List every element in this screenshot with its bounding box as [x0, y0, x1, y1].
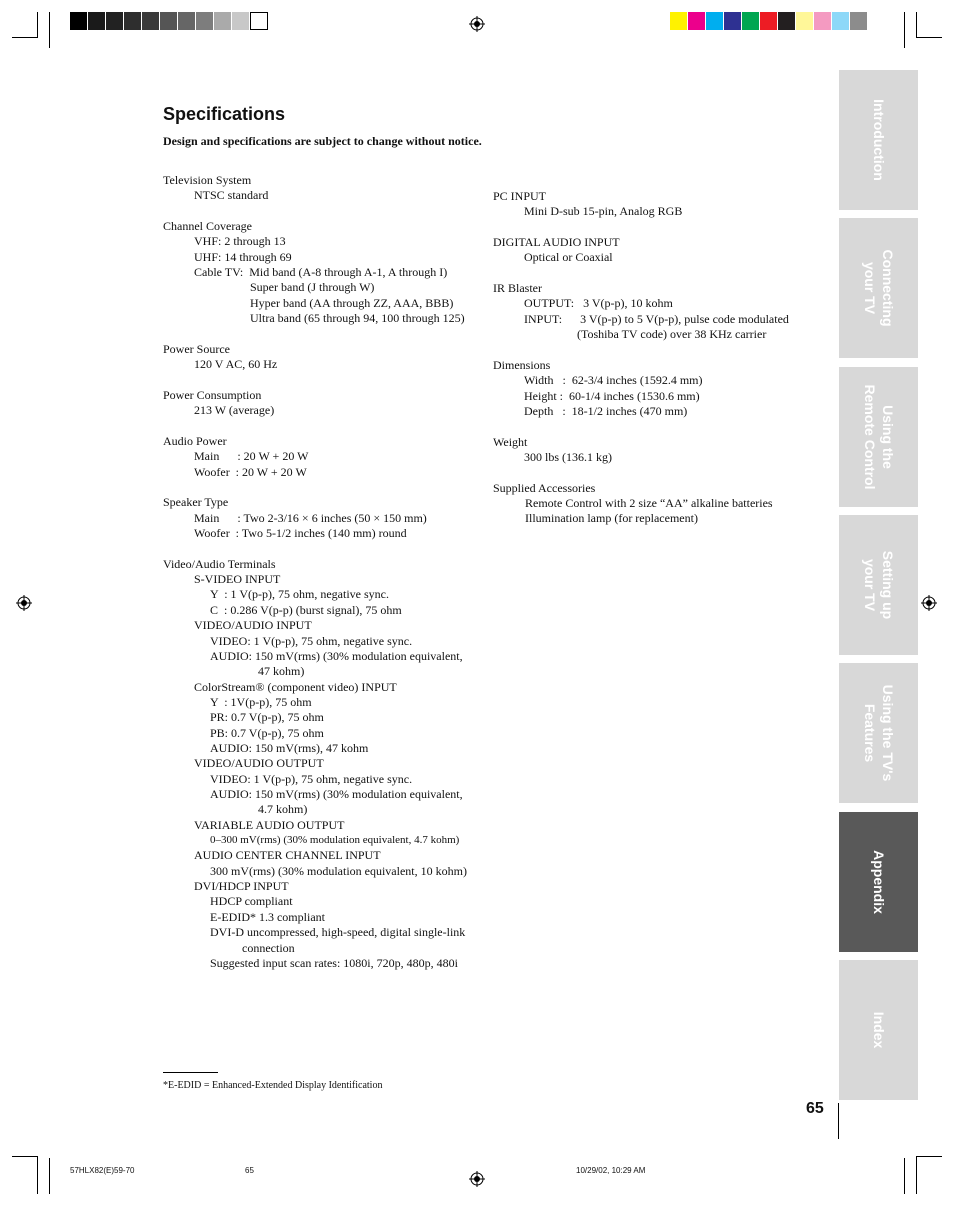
- spec-heading: PC INPUT: [493, 189, 547, 203]
- spec-value: VHF: 2 through 13: [194, 234, 286, 249]
- spec-value: Suggested input scan rates: 1080i, 720p, 480p, 480i: [210, 955, 458, 970]
- spec-value: 120 V AC, 60 Hz: [194, 357, 278, 372]
- tab-label: Using the TV's Features: [861, 684, 896, 782]
- spec-value: (Toshiba TV code) over 38 KHz carrier: [577, 327, 767, 342]
- crop-mark: [37, 12, 38, 38]
- spec-value: PB: 0.7 V(p-p), 75 ohm: [210, 725, 324, 740]
- color-swatch: [796, 12, 814, 30]
- crop-mark: [37, 1156, 38, 1194]
- tab-setting-up-your-tv[interactable]: [839, 515, 918, 655]
- spec-value: UHF: 14 through 69: [194, 249, 292, 264]
- spec-value: Main : 20 W + 20 W: [194, 449, 309, 464]
- spec-value: 47 kohm): [258, 664, 305, 679]
- page-number: 65: [806, 1100, 824, 1117]
- color-swatch: [814, 12, 832, 30]
- spec-value: Super band (J through W): [250, 280, 375, 295]
- color-swatch: [724, 12, 742, 30]
- page-title: Specifications: [163, 104, 286, 124]
- spec-heading: Channel Coverage: [163, 219, 252, 234]
- spec-value: AUDIO CENTER CHANNEL INPUT: [194, 848, 381, 863]
- spec-heading: Power Source: [163, 341, 230, 356]
- spec-value: PR: 0.7 V(p-p), 75 ohm: [210, 710, 324, 725]
- registration-mark-icon: [469, 16, 485, 32]
- spec-value: DVI-D uncompressed, high-speed, digital single-link: [210, 925, 466, 940]
- color-swatch: [196, 12, 214, 30]
- color-swatch: [124, 12, 142, 30]
- spec-value: VIDEO: 1 V(p-p), 75 ohm, negative sync.: [210, 633, 413, 648]
- spec-value: Remote Control with 2 size “AA” alkaline batteries: [525, 496, 773, 510]
- tab-label: Setting up your TV: [861, 550, 896, 620]
- color-swatch: [142, 12, 160, 30]
- spec-value: Optical or Coaxial: [524, 250, 613, 265]
- tab-label: Appendix: [870, 849, 887, 914]
- spec-value: 213 W (average): [194, 403, 275, 418]
- crop-mark: [904, 1158, 905, 1194]
- change-notice: Design and specifications are subject to change without notice.: [163, 134, 482, 148]
- slug-file: 57HLX82(E)59-70: [70, 1166, 135, 1175]
- spec-value: Woofer : Two 5-1/2 inches (140 mm) round: [194, 526, 407, 541]
- tab-introduction[interactable]: [839, 70, 918, 210]
- tab-index[interactable]: [839, 960, 918, 1100]
- color-swatch: [160, 12, 178, 30]
- slug-date: 10/29/02, 10:29 AM: [576, 1166, 646, 1175]
- spec-heading: Power Consumption: [163, 387, 262, 402]
- spec-value: Cable TV: Mid band (A-8 through A-1, A through I): [194, 265, 448, 280]
- crop-mark: [49, 1158, 50, 1194]
- grayscale-color-bar: [70, 12, 268, 30]
- color-swatch: [760, 12, 778, 30]
- color-swatch: [778, 12, 796, 30]
- color-swatch: [742, 12, 760, 30]
- spec-value: Mini D-sub 15-pin, Analog RGB: [524, 204, 683, 219]
- footnote-rule: [163, 1072, 218, 1073]
- color-swatch: [232, 12, 250, 30]
- spec-value: AUDIO: 150 mV(rms), 47 kohm: [210, 740, 369, 755]
- spec-value: AUDIO: 150 mV(rms) (30% modulation equivalent,: [210, 787, 463, 801]
- spec-heading: Weight: [493, 434, 528, 449]
- spec-heading: Dimensions: [493, 357, 551, 372]
- spec-value: OUTPUT: 3 V(p-p), 10 kohm: [524, 296, 673, 311]
- tab-label: Connecting your TV: [861, 249, 896, 327]
- spec-value: connection: [242, 940, 295, 955]
- slug-page: 65: [245, 1166, 254, 1175]
- registration-mark-icon: [469, 1171, 485, 1187]
- spec-value: 4.7 kohm): [258, 802, 308, 817]
- spec-value: HDCP compliant: [210, 894, 293, 909]
- spec-value: Main : Two 2-3/16 × 6 inches (50 × 150 mm): [194, 510, 427, 525]
- spec-value: INPUT: 3 V(p-p) to 5 V(p-p), pulse code modulated: [524, 311, 789, 326]
- color-swatch: [214, 12, 232, 30]
- spec-value: VIDEO/AUDIO INPUT: [194, 618, 312, 633]
- color-swatch: [106, 12, 124, 30]
- spec-value: Illumination lamp (for replacement): [525, 511, 698, 526]
- spec-heading: Speaker Type: [163, 495, 229, 510]
- color-swatch: [850, 12, 868, 30]
- tab-using-the-remote-control[interactable]: [839, 367, 918, 507]
- spec-heading: Television System: [163, 173, 252, 187]
- spec-heading: Supplied Accessories: [493, 480, 596, 495]
- spec-heading: Video/Audio Terminals: [163, 556, 276, 571]
- process-color-bar: [670, 12, 868, 30]
- spec-value: 0–300 mV(rms) (30% modulation equivalent, 4.7 kohm): [210, 834, 460, 847]
- spec-value: VIDEO/AUDIO OUTPUT: [194, 756, 324, 771]
- color-swatch: [706, 12, 724, 30]
- spec-heading: IR Blaster: [493, 281, 542, 296]
- spec-value: VIDEO: 1 V(p-p), 75 ohm, negative sync.: [210, 771, 413, 786]
- spec-value: Woofer : 20 W + 20 W: [194, 464, 307, 479]
- crop-mark: [904, 12, 905, 48]
- spec-value: E-EDID* 1.3 compliant: [210, 909, 325, 924]
- spec-value: NTSC standard: [194, 188, 269, 203]
- spec-value: AUDIO: 150 mV(rms) (30% modulation equivalent,: [210, 648, 463, 663]
- spec-value: Y : 1 V(p-p), 75 ohm, negative sync.: [210, 587, 389, 602]
- color-swatch: [178, 12, 196, 30]
- spec-heading: DIGITAL AUDIO INPUT: [493, 235, 620, 250]
- spec-value: Depth : 18-1/2 inches (470 mm): [524, 403, 688, 418]
- crop-mark: [916, 12, 917, 38]
- spec-heading: Audio Power: [163, 433, 227, 448]
- spec-value: Width : 62-3/4 inches (1592.4 mm): [524, 373, 703, 388]
- color-swatch: [88, 12, 106, 30]
- spec-value: Height : 60-1/4 inches (1530.6 mm): [524, 388, 700, 403]
- crop-mark: [49, 12, 50, 48]
- spec-value: VARIABLE AUDIO OUTPUT: [194, 817, 345, 832]
- tab-connecting-your-tv[interactable]: [839, 218, 918, 358]
- spec-value: C : 0.286 V(p-p) (burst signal), 75 ohm: [210, 602, 402, 617]
- page-number-rule: [838, 1103, 839, 1139]
- color-swatch: [670, 12, 688, 30]
- tab-label: Introduction: [870, 99, 887, 181]
- crop-mark: [12, 1156, 38, 1157]
- spec-value: DVI/HDCP INPUT: [194, 879, 289, 894]
- crop-mark: [12, 37, 38, 38]
- color-swatch: [250, 12, 268, 30]
- spec-value: Ultra band (65 through 94, 100 through 125): [250, 311, 465, 326]
- tab-appendix[interactable]: [839, 812, 918, 952]
- crop-mark: [916, 37, 942, 38]
- spec-value: 300 lbs (136.1 kg): [524, 449, 612, 464]
- crop-mark: [916, 1156, 917, 1194]
- color-swatch: [832, 12, 850, 30]
- color-swatch: [70, 12, 88, 30]
- registration-mark-icon: [16, 595, 32, 611]
- spec-value: 300 mV(rms) (30% modulation equivalent, 10 kohm): [210, 863, 467, 878]
- crop-mark: [916, 1156, 942, 1157]
- spec-value: ColorStream® (component video) INPUT: [194, 679, 397, 694]
- tab-label: Using the Remote Control: [861, 384, 896, 490]
- spec-value: S-VIDEO INPUT: [194, 572, 281, 587]
- color-swatch: [688, 12, 706, 30]
- tab-using-the-tv-s-features[interactable]: [839, 663, 918, 803]
- footnote: *E-EDID = Enhanced-Extended Display Identification: [163, 1080, 383, 1091]
- spec-value: Y : 1V(p-p), 75 ohm: [210, 694, 312, 709]
- registration-mark-icon: [921, 595, 937, 611]
- tab-label: Index: [870, 1011, 887, 1049]
- spec-value: Hyper band (AA through ZZ, AAA, BBB): [250, 295, 454, 310]
